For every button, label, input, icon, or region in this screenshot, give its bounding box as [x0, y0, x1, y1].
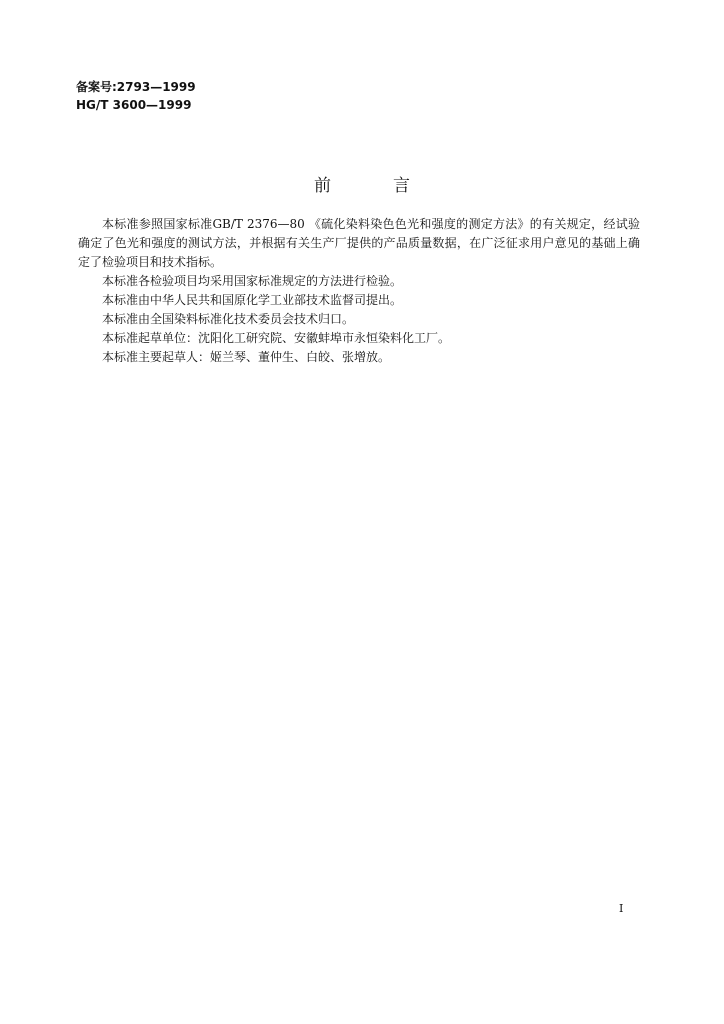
standard-code: HG/T 3600—1999 — [76, 98, 192, 112]
paragraph: 本标准各检验项目均采用国家标准规定的方法进行检验。 — [102, 274, 403, 288]
record-number: 备案号:2793—1999 — [76, 80, 196, 94]
title-char-1: 前 — [314, 176, 331, 196]
preface-body — [78, 215, 640, 367]
paragraph: 本标准参照国家标准GB/T 2376—80 《硫化染料染色色光和强度的测定方法》的有关规定，经试验确定了色光和强度的测试方法，并根据有关生产厂提供的产品质量数据，在广泛征求用户意见的基础上确定了检验项目和技术指标。 — [78, 217, 640, 269]
paragraph: 本标准由中华人民共和国原化学工业部技术监督司提出。 — [102, 293, 403, 307]
document-header — [76, 78, 196, 114]
title-char-2: 言 — [393, 176, 410, 196]
page-title — [0, 175, 724, 197]
paragraph: 本标准起草单位：沈阳化工研究院、安徽蚌埠市永恒染料化工厂。 — [102, 331, 451, 345]
page-number: I — [619, 902, 624, 915]
paragraph: 本标准主要起草人：姬兰琴、董仲生、白皎、张增放。 — [102, 350, 391, 364]
paragraph: 本标准由全国染料标准化技术委员会技术归口。 — [102, 312, 355, 326]
